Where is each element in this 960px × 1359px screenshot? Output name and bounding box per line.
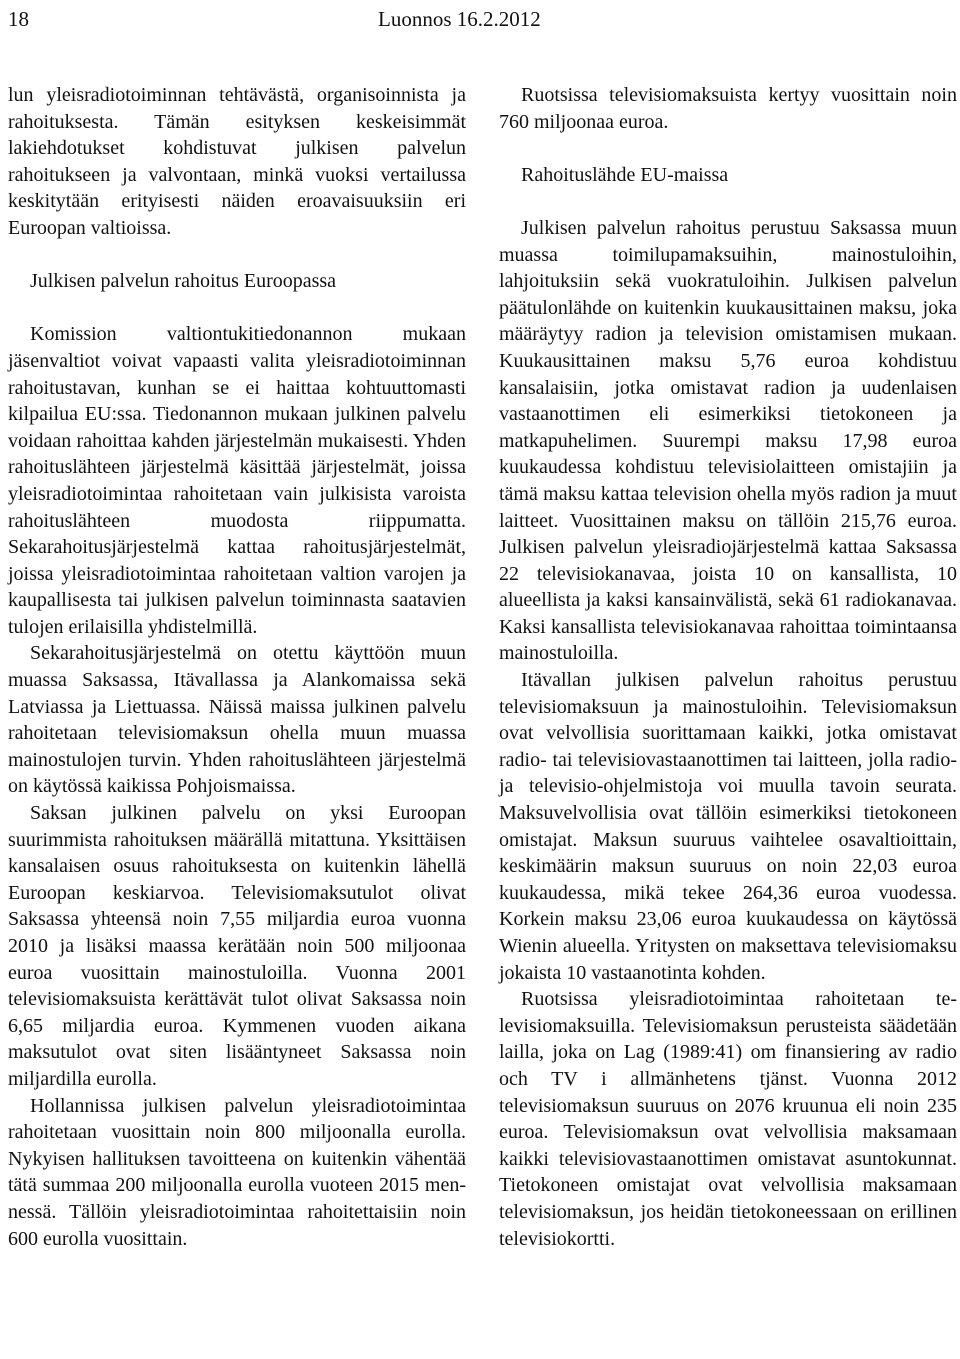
paragraph-intro-continued: lun yleisradiotoiminnan tehtävästä, organisoinnista ja rahoituksesta. Tämän esityksen keskeisimmät lakiehdotukset kohdistuvat julkisen palvelun rahoitukseen ja valvontaan, minkä vuoksi vertailussa keskitytään erityisesti näiden eroavaisuuksiin eri Euroopan valtioissa. bbox=[8, 84, 466, 239]
paragraph-mixed-funding: Sekarahoitusjärjestelmä on otettu käyttöön muun muassa Saksassa, Itävallassa ja Alankomaissa sekä Latviassa ja Liettuassa. Näissä maissa julkinen palvelu rahoitetaan televisiomaksun ohella muun muassa mainostulojen turvin. Yhden rahoituslähteen järjestelmä on käytössä kaikissa Pohjoismaissa. bbox=[8, 642, 466, 798]
paragraph-netherlands: Hollannissa julkisen palvelun yleisradiotoimintaa rahoitetaan vuosittain noin 800 miljoonalla eurolla. Nykyisen hallituksen tavoitteena on kuitenkin vähentää tätä summaa 200 miljoonalla eurolla vuoteen 2015 mennessä. Tällöin yleisradiotoimintaa rahoitettaisiin noin 600 eurolla vuosittain. bbox=[8, 1094, 466, 1250]
right-column bbox=[499, 82, 957, 1252]
paragraph-commission-notice: Komission valtiontukitiedonannon mukaan jäsenvaltiot voivat vapaasti valita yleisradiotoiminnan rahoitustavan, kunhan se ei haittaa kohtuuttomasti kilpailua EU:ssa. Tiedonannon mukaan julkinen palvelu voidaan rahoittaa kahden järjestelmän mukaisesti. Yhden rahoituslähteen järjestelmä käsittää järjestelmät, joissa yleisradiotoimintaa rahoitetaan vain julkisista varoista rahoituslähteen muodosta riippumatta. Sekarahoitusjärjestelmä kattaa rahoitusjärjestelmät, joissa yleisradiotoimintaa rahoitetaan valtion varojen ja kaupallisesta tai julkisen palvelun toiminnasta saatavien tulojen erilaisilla yhdistelmillä. bbox=[8, 323, 466, 638]
section-heading-funding-europe: Julkisen palvelun rahoitus Euroopassa bbox=[30, 270, 337, 293]
paragraph-sweden-funding: Ruotsissa yleisradiotoimintaa rahoitetaan televisiomaksuilla. Televisiomaksun perusteista säädetään lailla, joka on Lag (1989:41) om finansiering av radio och TV i allmänhetens tjänst. Vuonna 2012 televisiomaksun suuruus on 2076 kruunua eli noin 235 euroa. Televisiomaksun ovat velvollisia maksamaan kaikki televisiovastaanottimen omistavat asuntokunnat. Tietokoneen omistajat ovat velvollisia maksamaan televisiomaksun, jos heidän tietokoneessaan on erillinen televisiokortti. bbox=[499, 988, 957, 1250]
paragraph-sweden-fees: Ruotsissa televisiomaksuista kertyy vuosittain noin 760 miljoonaa euroa. bbox=[499, 84, 957, 133]
paragraph-germany: Saksan julkinen palvelu on yksi Euroopan suurimmista rahoituksen määrällä mitattuna. Yksittäisen kansalaisen osuus rahoituksesta on kuitenkin lähellä Euroopan keskiarvoa. Televisiomaksutulot olivat Saksassa yhteensä noin 7,55 miljardia euroa vuonna 2010 ja lisäksi maassa kerätään noin 500 miljoonaa euroa vuosittain mainostuloilla. Vuonna 2001 televisiomaksuista kerättävät tulot olivat Saksassa noin 6,65 miljardia euroa. Kymmenen vuoden aikana maksutulot ovat siten lisääntyneet Saksassa noin miljardilla eurolla. bbox=[8, 802, 466, 1090]
left-column bbox=[8, 82, 466, 1252]
section-heading-funding-eu: Rahoituslähde EU-maissa bbox=[521, 163, 729, 186]
page-header bbox=[8, 4, 948, 34]
paragraph-germany-funding: Julkisen palvelun rahoitus perustuu Saksassa muun muassa toimilupamaksuihin, mainostuloihin, lahjoituksiin sekä vuokratuloihin. Julkisen palvelun päätulonlähde on kuitenkin kuukausittainen maksu, joka määräytyy radion ja television omistamisen mukaan. Kuukausittainen maksu 5,76 euroa kohdistuu kansalaisiin, jotka omistavat radion ja uudenlaisen vastaanottimen eli esimerkiksi tietokoneen ja matkapuhelimen. Suurempi maksu 17,98 euroa kuukaudessa kohdistuu televisiolaitteen omistajiin ja tämä maksu kattaa television ohella myös radion ja muut laitteet. Vuosittainen maksu on tällöin 215,76 euroa. Julkisen palvelun yleisradiojärjestelmä kattaa Saksassa 22 televisiokanavaa, joista 10 on kansallista, 10 alueellista ja kaksi kansainvälistä, sekä 61 radiokanavaa. Kaksi kansallista televisiokanavaa rahoittaa toimintaansa mainostuloilla. bbox=[499, 216, 957, 665]
paragraph-austria-funding: Itävallan julkisen palvelun rahoitus perustuu televisiomaksuun ja mainostuloihin. Televisiomaksun ovat velvollisia suorittamaan kaikki, jotka omistavat radio- tai televisiovastaanottimen tai laitteen, jolla radio- ja televisio-ohjelmistoja voi muulla tavoin seurata. Maksuvelvollisia ovat tällöin esimerkiksi tietokoneen omistajat. Maksun suuruus vaihtelee osavaltioittain, keskimäärin maksun suuruus on noin 22,03 euroa kuukaudessa, mikä tekee 264,36 euroa vuodessa. Korkein maksu 23,06 euroa kuukaudessa on käytössä Wienin alueella. Yritysten on maksettava televisiomaksu jokaista 10 vastaanotinta kohden. bbox=[499, 669, 957, 984]
draft-date-label: Luonnos 16.2.2012 bbox=[378, 7, 541, 31]
page-number: 18 bbox=[8, 7, 29, 31]
